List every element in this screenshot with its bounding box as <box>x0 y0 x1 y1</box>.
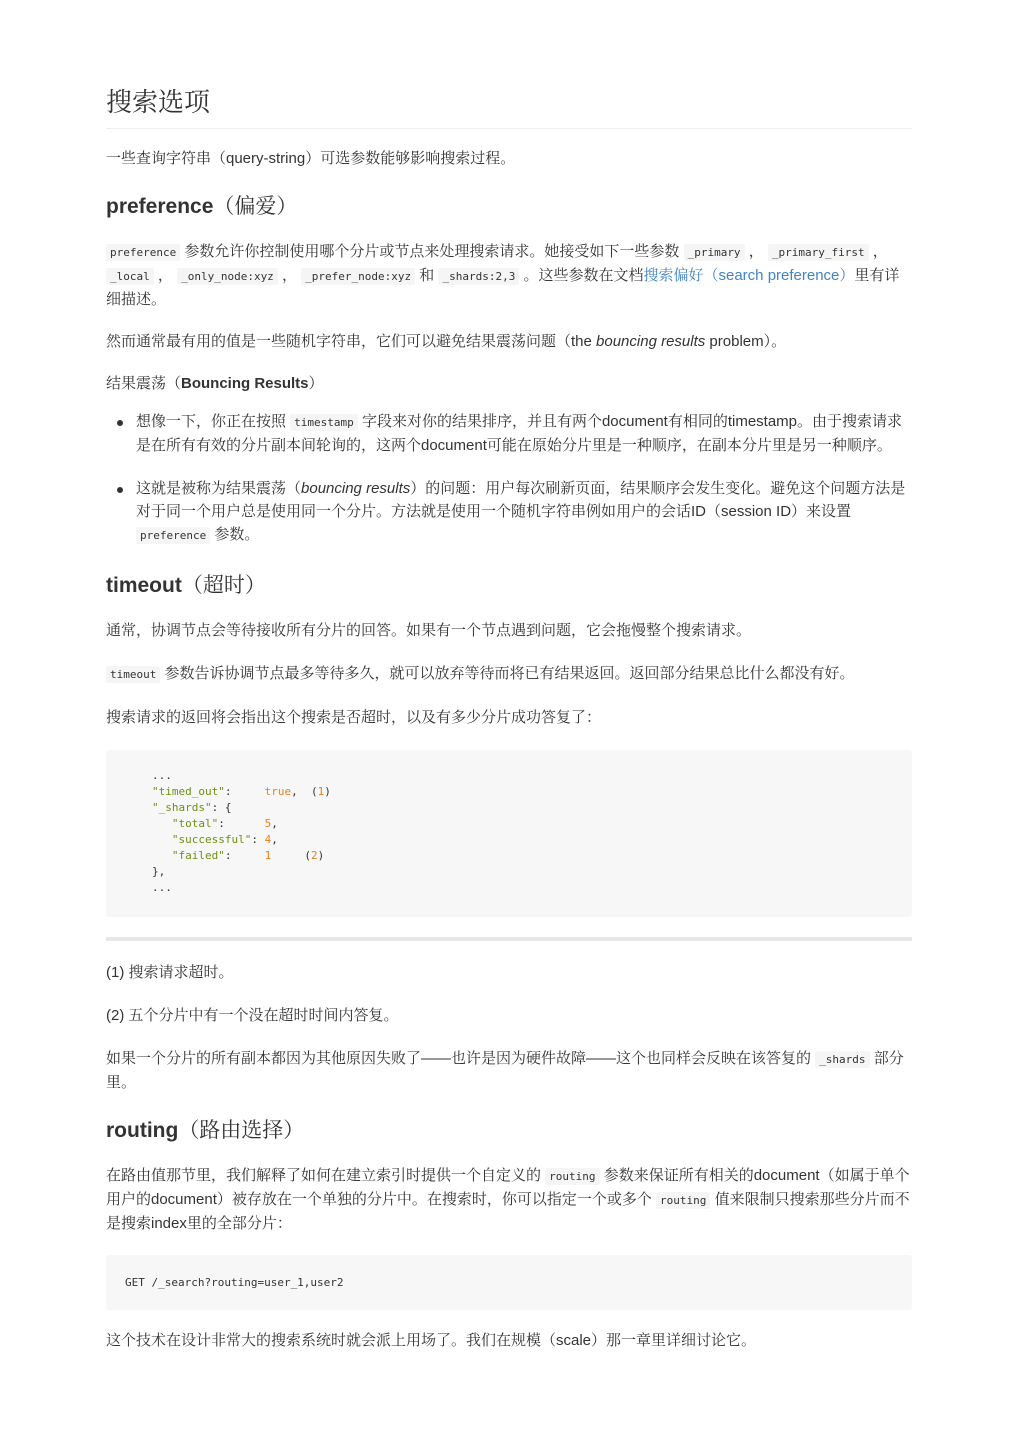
emphasis: bouncing results <box>596 333 706 350</box>
routing-heading <box>106 1116 304 1146</box>
code-only-node: _only_node:xyz <box>177 268 278 285</box>
preference-heading-en: preference <box>106 195 214 218</box>
json-key: "failed" <box>171 849 225 862</box>
code-local: _local <box>106 268 154 285</box>
emphasis: bouncing results <box>301 480 411 497</box>
strong-text: Bouncing Results <box>181 375 309 392</box>
json-value: 5 <box>264 817 272 830</box>
callout-number: 1 <box>317 785 325 798</box>
json-key: "_shards" <box>152 801 212 814</box>
text: ）的问题：用户每次刷新页面，结果顺序会发生变化。避免这个问题方法是对于同一个用户总是使用同一个分片。方法就是使用一个随机字符串例如用户的会话ID（session ID）来设置 <box>136 480 906 520</box>
title-divider <box>106 128 912 129</box>
code-prefer-node: _prefer_node:xyz <box>301 268 415 285</box>
preference-random-string-paragraph <box>106 330 912 353</box>
timeout-paragraph-1: 通常，协调节点会等待接收所有分片的回答。如果有一个节点遇到问题，它会拖慢整个搜索请求。 <box>106 622 752 639</box>
bullet-icon <box>117 487 123 493</box>
horizontal-rule <box>106 937 912 941</box>
text: 字段来对你的结果排序，并且有两个document有相同的timestamp。由于搜索请求是在所有有效的分片副本间轮询的，这两个document可能在原始分片里是一种顺序，在副本分片里是另一种顺序。 <box>136 413 903 454</box>
routing-paragraph-2: 这个技术在设计非常大的搜索系统时就会派上用场了。我们在规模（scale）那一章里详细讨论它。 <box>106 1332 757 1349</box>
text: 参数。 <box>210 526 260 543</box>
callout-note-1: (1) 搜索请求超时。 <box>106 964 234 981</box>
list-item <box>106 477 912 547</box>
bouncing-results-label <box>106 372 912 395</box>
text: 和 <box>415 267 439 284</box>
code-timeout: timeout <box>106 666 160 683</box>
text: ） <box>308 375 324 392</box>
timeout-heading-en: timeout <box>106 574 182 597</box>
code-shards-section: _shards <box>815 1051 869 1068</box>
code-line: ... <box>152 769 172 782</box>
routing-heading-cn: （路由选择） <box>178 1119 305 1142</box>
code-timestamp: timestamp <box>290 414 358 431</box>
timeout-paragraph-2 <box>106 662 912 686</box>
code-line: GET /_search?routing=user_1,user2 <box>125 1276 344 1289</box>
text: problem）。 <box>705 333 787 350</box>
timeout-paragraph-3: 搜索请求的返回将会指出这个搜索是否超时，以及有多少分片成功答复了： <box>106 709 602 726</box>
callout-note-2: (2) 五个分片中有一个没在超时时间内答复。 <box>106 1007 399 1024</box>
search-preference-link[interactable]: 搜索偏好（search preference） <box>643 267 855 284</box>
text: 参数来保证所有相关的document（如属于单个用户的document）被存放在一个单独的分片中。在搜索时，你可以指定一个或多个 <box>106 1167 910 1208</box>
code-routing: routing <box>545 1168 599 1185</box>
code-routing: routing <box>656 1192 710 1209</box>
separator: ， <box>868 243 888 260</box>
code-preference-param: preference <box>136 527 210 544</box>
text: 值来限制只搜索那些分片而不是搜索index里的全部分片： <box>106 1191 910 1232</box>
json-value: 4 <box>264 833 272 846</box>
code-line: }, <box>152 865 166 878</box>
text: 参数告诉协调节点最多等待多久，就可以放弃等待而将已有结果返回。返回部分结果总比什么都没有好。 <box>160 665 855 682</box>
code-line: ... <box>152 881 172 894</box>
json-value: true <box>264 785 292 798</box>
preference-heading <box>106 192 297 222</box>
timeout-heading <box>106 571 266 601</box>
separator: ， <box>277 267 302 284</box>
text: 这就是被称为结果震荡（ <box>136 480 302 497</box>
text: 里有详细描述。 <box>106 267 900 308</box>
routing-code-block <box>106 1255 912 1310</box>
timeout-response-code-block <box>106 750 912 917</box>
separator: ， <box>744 243 768 260</box>
code-primary-first: _primary_first <box>768 244 869 261</box>
json-key: "total" <box>171 817 219 830</box>
separator: ， <box>153 267 178 284</box>
list-item <box>106 410 912 457</box>
code-primary: _primary <box>684 244 745 261</box>
intro-paragraph: 一些查询字符串（query-string）可选参数能够影响搜索过程。 <box>106 150 516 167</box>
routing-paragraph-1 <box>106 1164 912 1235</box>
bullet-icon <box>117 420 123 426</box>
code-preference: preference <box>106 244 180 261</box>
text: 结果震荡（ <box>106 375 182 392</box>
preference-description <box>106 240 912 311</box>
text: 想像一下，你正在按照 <box>136 413 291 430</box>
callout-number: 2 <box>310 849 318 862</box>
text: 部分里。 <box>106 1050 904 1091</box>
routing-heading-en: routing <box>106 1119 179 1142</box>
json-key: "timed_out" <box>152 785 225 798</box>
json-key: "successful" <box>171 833 252 846</box>
code-content: ... "timed_out": true, (1) "_shards": { "total": 5, "successful": 4, "failed": 1 (2) }, ... <box>152 769 331 894</box>
page-title: 搜索选项 <box>106 87 211 117</box>
text: 然而通常最有用的值是一些随机字符串，它们可以避免结果震荡问题（the <box>106 333 597 350</box>
preference-heading-cn: （偏爱） <box>213 195 298 218</box>
json-value: 1 <box>264 849 272 862</box>
timeout-heading-cn: （超时） <box>181 574 266 597</box>
text: 。这些参数在文档 <box>519 267 644 284</box>
timeout-paragraph-4 <box>106 1047 912 1094</box>
bouncing-results-list <box>106 410 912 547</box>
text: 参数允许你控制使用哪个分片或节点来处理搜索请求。她接受如下一些参数 <box>180 243 684 260</box>
text: 如果一个分片的所有副本都因为其他原因失败了——也许是因为硬件故障——这个也同样会反映在该答复的 <box>106 1050 816 1067</box>
code-shards: _shards:2,3 <box>438 268 519 285</box>
text: 在路由值那节里，我们解释了如何在建立索引时提供一个自定义的 <box>106 1167 546 1184</box>
